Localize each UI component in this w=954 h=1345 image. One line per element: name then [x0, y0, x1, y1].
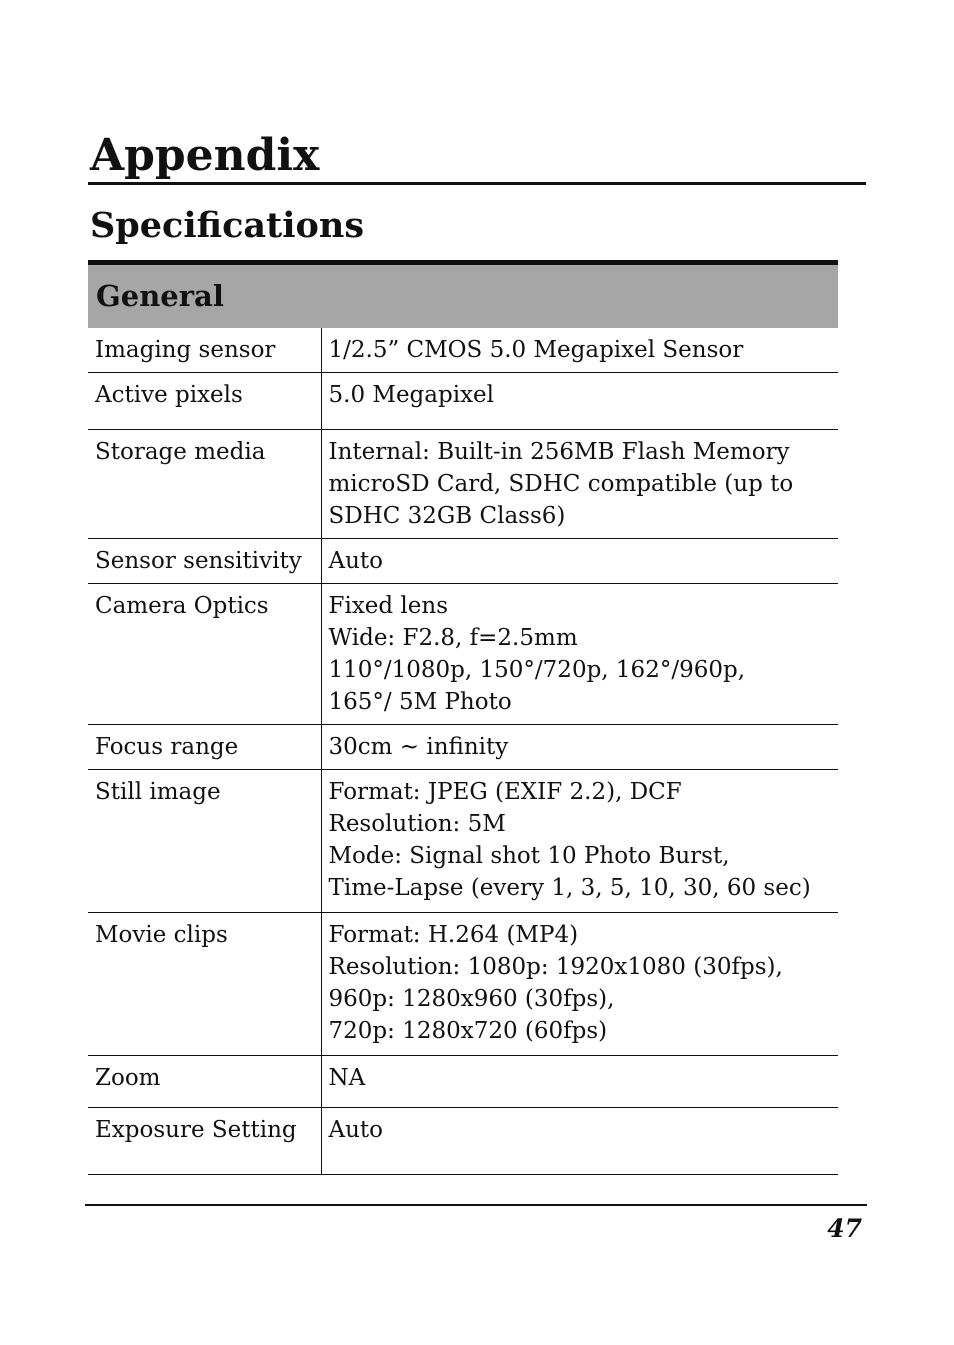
table-row — [88, 913, 838, 1056]
spec-value — [321, 373, 838, 430]
spec-value-line: Auto — [328, 1117, 384, 1143]
spec-value — [321, 539, 838, 584]
chapter-title: Appendix — [90, 130, 320, 181]
spec-value-line: 1/2.5” CMOS 5.0 Megapixel Sensor — [328, 336, 744, 363]
spec-label: Zoom — [88, 1056, 321, 1108]
spec-value-line: Resolution: 5M — [328, 811, 506, 837]
spec-value-line: 110°/1080p, 150°/720p, 162°/960p, — [328, 657, 746, 683]
spec-value-line: Format: JPEG (EXIF 2.2), DCF — [328, 779, 682, 805]
spec-value-line: NA — [328, 1065, 366, 1091]
spec-value — [321, 430, 838, 539]
spec-label: Still image — [88, 770, 321, 913]
spec-label: Storage media — [88, 430, 321, 539]
specifications-table — [88, 260, 838, 1175]
table-row — [88, 430, 838, 539]
table-row — [88, 539, 838, 584]
spec-value-line: 960p: 1280x960 (30fps), — [328, 986, 615, 1012]
spec-value-line: 165°/ 5M Photo — [328, 689, 512, 715]
spec-value — [321, 770, 838, 913]
spec-value-line: Format: H.264 (MP4) — [328, 922, 579, 948]
table-row — [88, 1108, 838, 1175]
spec-value-line: SDHC 32GB Class6) — [328, 503, 566, 529]
spec-label: Exposure Setting — [88, 1108, 321, 1175]
spec-value — [321, 584, 838, 725]
table-header-row — [88, 263, 838, 328]
spec-label: Imaging sensor — [88, 328, 321, 373]
spec-value-line: Fixed lens — [328, 593, 449, 619]
spec-label: Active pixels — [88, 373, 321, 430]
spec-value — [321, 328, 838, 373]
table-row — [88, 373, 838, 430]
spec-value-line: Mode: Signal shot 10 Photo Burst, — [328, 843, 730, 869]
spec-value — [321, 1056, 838, 1108]
spec-value-line: Internal: Built-in 256MB Flash Memory — [328, 439, 790, 465]
spec-label: Camera Optics — [88, 584, 321, 725]
spec-value-line: Resolution: 1080p: 1920x1080 (30fps), — [328, 954, 783, 980]
table-row — [88, 770, 838, 913]
page-number: 47 — [827, 1214, 862, 1243]
spec-value — [321, 913, 838, 1056]
spec-value — [321, 725, 838, 770]
table-row — [88, 584, 838, 725]
section-title: Specifications — [90, 205, 365, 246]
spec-label: Focus range — [88, 725, 321, 770]
spec-label: Sensor sensitivity — [88, 539, 321, 584]
table-header-general: General — [88, 263, 838, 328]
table-row — [88, 1056, 838, 1108]
spec-value-line: microSD Card, SDHC compatible (up to — [328, 471, 794, 497]
spec-value-line: Time-Lapse (every 1, 3, 5, 10, 30, 60 sec) — [328, 875, 811, 901]
spec-value — [321, 1108, 838, 1175]
table-row — [88, 328, 838, 373]
spec-value-line: 30cm ~ infinity — [328, 734, 509, 760]
spec-label: Movie clips — [88, 913, 321, 1056]
footer-divider — [85, 1204, 867, 1206]
spec-value-line: Wide: F2.8, f=2.5mm — [328, 625, 578, 651]
spec-value-line: 720p: 1280x720 (60fps) — [328, 1018, 608, 1044]
spec-value-line: Auto — [328, 548, 384, 574]
spec-value-line: 5.0 Megapixel — [328, 382, 495, 408]
chapter-divider — [88, 182, 866, 185]
table-row — [88, 725, 838, 770]
